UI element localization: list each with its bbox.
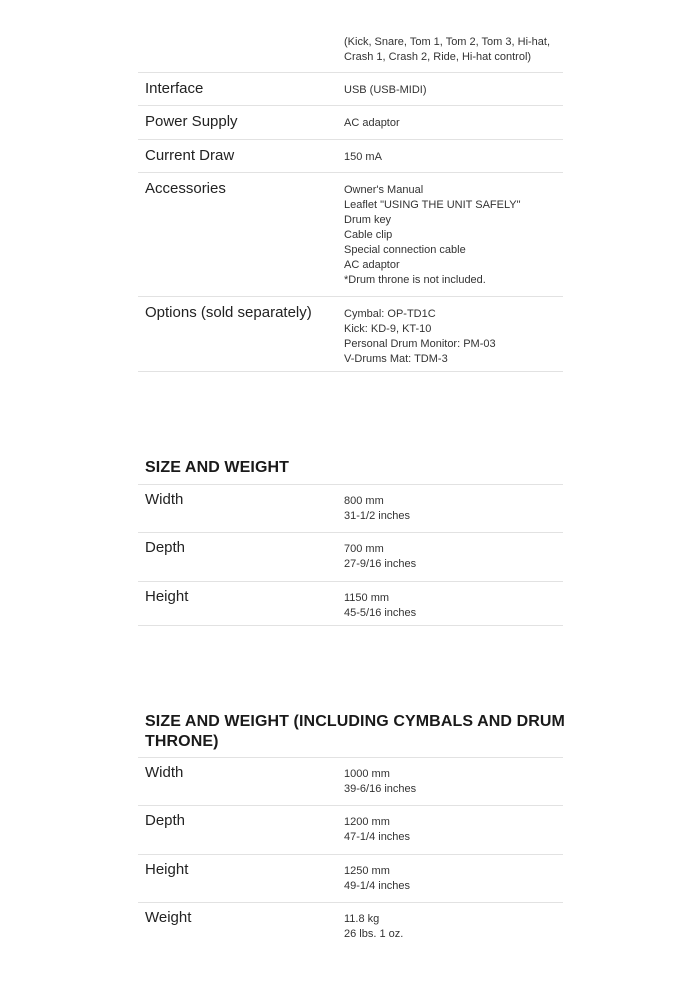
- value-line: AC adaptor: [344, 117, 400, 129]
- spec-value: [344, 140, 563, 172]
- spec-label: Current Draw: [145, 147, 235, 164]
- spec-label: Interface: [145, 80, 204, 97]
- section-title-size-and-weight: SIZE AND WEIGHT: [145, 459, 290, 476]
- spec-label: Depth: [145, 539, 186, 556]
- spec-value: [344, 806, 563, 854]
- spec-row-width: [138, 758, 563, 806]
- value-line: 1200 mm: [344, 816, 390, 828]
- spec-row-depth: [138, 806, 563, 855]
- spec-value: [344, 903, 563, 951]
- spec-value: [344, 533, 563, 581]
- spec-value: [344, 582, 563, 625]
- spec-label: Height: [145, 588, 189, 605]
- value-line: 49-1/4 inches: [344, 880, 411, 892]
- size-and-weight-table: [138, 485, 563, 626]
- value-line: Cable clip: [344, 229, 393, 241]
- spec-label: Weight: [145, 909, 192, 926]
- spec-row-width: [138, 485, 563, 533]
- value-line: 47-1/4 inches: [344, 831, 411, 843]
- spec-value: [344, 485, 563, 532]
- spec-row-height: [138, 582, 563, 626]
- value-line: Cymbal: OP-TD1C: [344, 308, 436, 320]
- spec-label: Width: [145, 491, 184, 508]
- value-line: 1250 mm: [344, 865, 390, 877]
- value-line: *Drum throne is not included.: [344, 274, 486, 286]
- value-line: 26 lbs. 1 oz.: [344, 928, 404, 940]
- spec-row-height: [138, 855, 563, 903]
- spec-row-current-draw: [138, 140, 563, 173]
- value-line: Leaflet "USING THE UNIT SAFELY": [344, 199, 521, 211]
- value-line: Owner's Manual: [344, 184, 424, 196]
- spec-row-pads-continuation: [138, 33, 563, 73]
- value-line: AC adaptor: [344, 259, 400, 271]
- value-line: Kick: KD-9, KT-10: [344, 323, 432, 335]
- spec-row-power-supply: [138, 106, 563, 140]
- specs-table-continued: [138, 33, 563, 372]
- value-line: Drum key: [344, 214, 392, 226]
- value-line: 1150 mm: [344, 592, 390, 604]
- spec-row-options: [138, 297, 563, 372]
- section-title-size-and-weight-full: SIZE AND WEIGHT (INCLUDING CYMBALS AND DRUM THRONE): [145, 713, 565, 750]
- value-line: 31-1/2 inches: [344, 510, 411, 522]
- spec-value: [344, 73, 563, 105]
- spec-label: Depth: [145, 812, 186, 829]
- spec-label: Height: [145, 861, 189, 878]
- spec-label: Accessories: [145, 180, 226, 197]
- spec-value: [344, 173, 563, 296]
- value-line: 27-9/16 inches: [344, 558, 417, 570]
- spec-label: Power Supply: [145, 113, 238, 130]
- spec-value: [344, 297, 563, 371]
- spec-row-depth: [138, 533, 563, 582]
- value-line: 1000 mm: [344, 768, 390, 780]
- spec-row-weight: [138, 903, 563, 951]
- spec-label: Width: [145, 764, 184, 781]
- value-line: V-Drums Mat: TDM-3: [344, 353, 448, 365]
- value-line: (Kick, Snare, Tom 1, Tom 2, Tom 3, Hi-hat,: [344, 36, 551, 48]
- spec-label: [138, 33, 344, 72]
- spec-value: [344, 758, 563, 805]
- value-line: 39-6/16 inches: [344, 783, 417, 795]
- spec-value: [344, 33, 563, 72]
- value-line: 11.8 kg: [344, 913, 380, 925]
- spec-row-accessories: [138, 173, 563, 297]
- value-line: Crash 1, Crash 2, Ride, Hi-hat control): [344, 51, 532, 63]
- value-line: 150 mA: [344, 151, 382, 163]
- value-line: USB (USB-MIDI): [344, 84, 427, 96]
- spec-value: [344, 106, 563, 139]
- spec-value: [344, 855, 563, 902]
- value-line: 45-5/16 inches: [344, 607, 417, 619]
- value-line: 700 mm: [344, 543, 384, 555]
- value-line: 800 mm: [344, 495, 384, 507]
- spec-row-interface: [138, 73, 563, 106]
- size-and-weight-full-table: [138, 758, 563, 951]
- spec-label: Options (sold separately): [145, 304, 312, 321]
- value-line: Personal Drum Monitor: PM-03: [344, 338, 496, 350]
- value-line: Special connection cable: [344, 244, 466, 256]
